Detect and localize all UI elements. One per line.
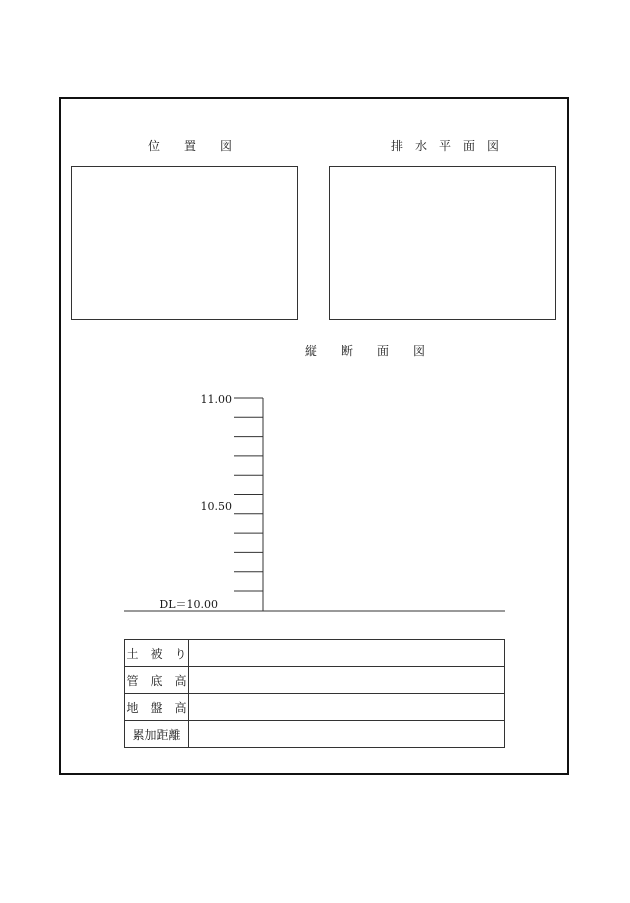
- table-row: [125, 640, 505, 667]
- drainage-plan-title: 排 水 平 面 図: [390, 139, 499, 153]
- table-row: [125, 721, 505, 748]
- row-header: 累加距離: [125, 721, 189, 748]
- table-row: [125, 694, 505, 721]
- profile-data-table: [124, 639, 505, 748]
- row-header: 土 被 り: [125, 640, 189, 667]
- longitudinal-section-title: 縦 断 面 図: [304, 344, 425, 358]
- scale-label-base: DL＝10.00: [159, 598, 218, 611]
- scale-label-mid: 10.50: [200, 500, 232, 513]
- scale-label-top: 11.00: [200, 393, 232, 406]
- row-value-cell: [189, 667, 505, 694]
- row-value-cell: [189, 640, 505, 667]
- row-value-cell: [189, 721, 505, 748]
- table-row: [125, 667, 505, 694]
- location-map-title: 位 置 図: [147, 139, 232, 153]
- row-header: 地 盤 高: [125, 694, 189, 721]
- row-header: 管 底 高: [125, 667, 189, 694]
- row-value-cell: [189, 694, 505, 721]
